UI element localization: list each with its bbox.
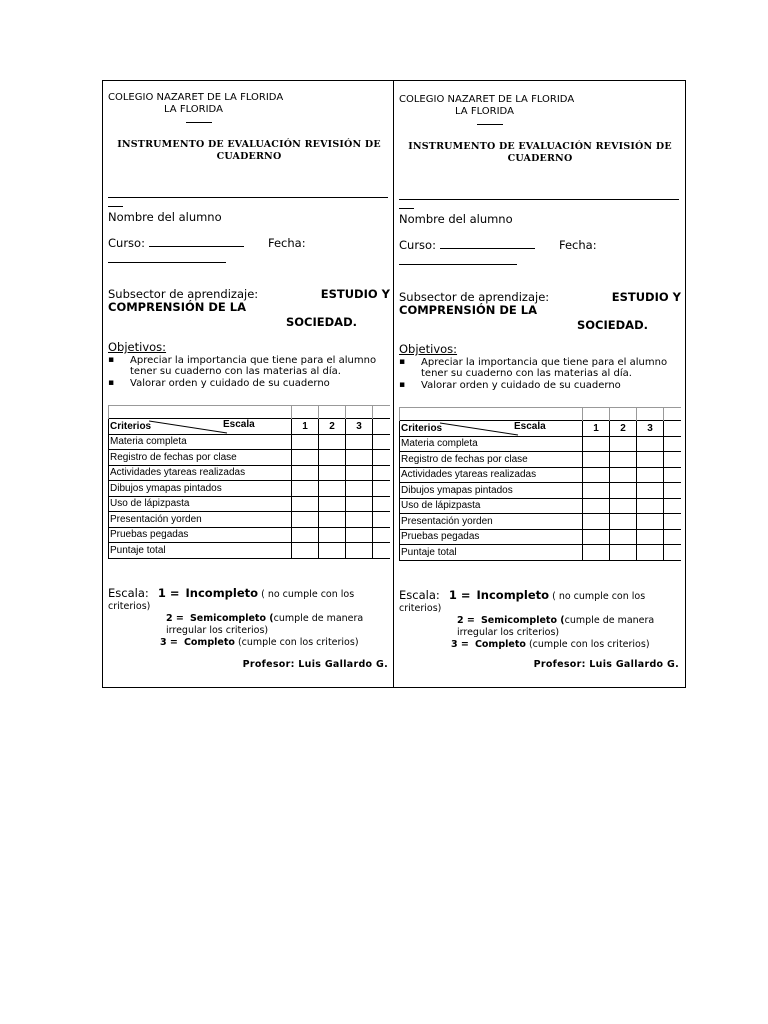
score-cell[interactable] (319, 450, 346, 466)
criterion-label: Materia completa (109, 434, 292, 450)
criterion-label: Dibujos ymapas pintados (109, 481, 292, 497)
score-cell[interactable] (319, 481, 346, 497)
score-cell[interactable] (637, 545, 664, 561)
criterion-label: Registro de fechas por clase (400, 452, 583, 468)
table-row (109, 512, 391, 528)
scale-col-header: 3 (346, 419, 373, 435)
evaluation-sheet (102, 80, 686, 688)
title-line-2: CUADERNO (507, 153, 573, 164)
score-cell[interactable] (319, 465, 346, 481)
score-cell[interactable] (583, 452, 610, 468)
objectives-title: Objetivos: (399, 342, 458, 356)
score-cell[interactable] (610, 545, 637, 561)
score-cell[interactable] (292, 543, 319, 559)
score-cell[interactable] (583, 467, 610, 483)
scale-legend-label: Escala: (399, 588, 440, 602)
name-fill-line-stub (399, 208, 414, 209)
table-row (400, 452, 682, 468)
curso-field (108, 236, 244, 250)
score-cell[interactable] (583, 483, 610, 499)
objectives-block (108, 342, 390, 389)
table-row (400, 545, 682, 561)
subsector-value-3: SOCIEDAD. (286, 315, 357, 329)
score-cell[interactable] (610, 529, 637, 545)
score-cell[interactable] (346, 434, 373, 450)
name-fill-line[interactable] (399, 199, 679, 200)
score-cell[interactable] (583, 436, 610, 452)
school-name: COLEGIO NAZARET DE LA FLORIDA (399, 94, 575, 105)
table-row (109, 543, 391, 559)
objective-item: ▪ Apreciar la importancia que tiene para el alumno tener su cuaderno con las materias al día. (108, 355, 390, 378)
table-row (109, 450, 391, 466)
escala-label: Escala (514, 421, 546, 432)
criterion-label: Presentación yorden (109, 512, 292, 528)
score-cell[interactable] (346, 512, 373, 528)
criterios-label: Criterios (110, 420, 152, 432)
score-cell[interactable] (583, 498, 610, 514)
title-line-1: INSTRUMENTO DE EVALUACIÓN REVISIÓN DE (408, 141, 672, 152)
score-cell[interactable] (583, 545, 610, 561)
criterion-label: Uso de lápizpasta (400, 498, 583, 514)
scale-legend (108, 587, 390, 649)
curso-label: Curso: (399, 238, 436, 252)
table-row (109, 434, 391, 450)
criterion-label: Puntaje total (109, 543, 292, 559)
score-cell[interactable] (319, 512, 346, 528)
scale-3-name: Completo (474, 639, 526, 650)
scale-1-num: 1 = (157, 586, 180, 600)
table-row (400, 514, 682, 530)
fecha-blank[interactable] (108, 262, 226, 263)
scale-2-desc: cumple de manera irregular los criterios) (166, 613, 364, 636)
teacher-signature: Profesor: Luis Gallardo G. (533, 659, 679, 670)
document-title (407, 141, 673, 165)
score-cell[interactable] (637, 514, 664, 530)
criteria-table (399, 407, 681, 561)
score-cell[interactable] (610, 452, 637, 468)
fecha-label-text: Fecha: (559, 238, 597, 252)
score-cell[interactable] (637, 498, 664, 514)
scale-1-desc: ( no cumple con los criterios) (108, 589, 355, 612)
score-cell[interactable] (637, 436, 664, 452)
header-rule (186, 122, 212, 123)
subsector-value-1: ESTUDIO Y (320, 287, 390, 301)
score-cell[interactable] (637, 483, 664, 499)
score-cell[interactable] (319, 543, 346, 559)
fecha-blank[interactable] (399, 264, 517, 265)
criterion-label: Actividades ytareas realizadas (400, 467, 583, 483)
score-cell[interactable] (637, 529, 664, 545)
scale-col-header: 2 (319, 419, 346, 435)
subsector-value-1: ESTUDIO Y (611, 290, 681, 304)
fecha-label (268, 236, 306, 250)
score-cell[interactable] (346, 450, 373, 466)
school-header (108, 92, 283, 123)
criteria-header (109, 419, 292, 435)
escala-label: Escala (223, 419, 255, 430)
table-row (109, 481, 391, 497)
criterion-label: Presentación yorden (400, 514, 583, 530)
scale-col-header: 3 (637, 421, 664, 437)
school-city: LA FLORIDA (455, 106, 514, 117)
subsector-value-3: SOCIEDAD. (577, 318, 648, 332)
criterion-label: Registro de fechas por clase (109, 450, 292, 466)
document-title (116, 139, 382, 163)
objective-item: ▪ Valorar orden y cuidado de su cuaderno (108, 378, 390, 390)
score-cell[interactable] (292, 512, 319, 528)
scale-col-header: 1 (292, 419, 319, 435)
score-cell[interactable] (292, 465, 319, 481)
scale-1-desc: ( no cumple con los criterios) (399, 591, 646, 614)
score-cell[interactable] (346, 527, 373, 543)
score-cell[interactable] (610, 467, 637, 483)
card-divider (393, 81, 394, 687)
score-cell[interactable] (292, 527, 319, 543)
score-cell[interactable] (319, 496, 346, 512)
scale-3-num: 3 = (451, 639, 469, 650)
title-line-1: INSTRUMENTO DE EVALUACIÓN REVISIÓN DE (117, 139, 381, 150)
table-row (109, 527, 391, 543)
score-cell[interactable] (346, 465, 373, 481)
score-cell[interactable] (346, 543, 373, 559)
score-cell[interactable] (292, 450, 319, 466)
score-cell[interactable] (292, 496, 319, 512)
score-cell[interactable] (610, 436, 637, 452)
header-rule (477, 124, 503, 125)
table-row (109, 465, 391, 481)
scale-1-num: 1 = (448, 588, 471, 602)
objective-item: ▪ Valorar orden y cuidado de su cuaderno (399, 380, 681, 392)
table-row (400, 467, 682, 483)
scale-2-desc: cumple de manera irregular los criterios) (457, 615, 655, 638)
scale-col-header: 1 (583, 421, 610, 437)
subsector-block (108, 288, 390, 329)
curso-label: Curso: (108, 236, 145, 250)
criterion-label: Materia completa (400, 436, 583, 452)
score-cell[interactable] (319, 434, 346, 450)
curso-field (399, 238, 535, 252)
score-cell[interactable] (610, 498, 637, 514)
name-fill-line-stub (108, 206, 123, 207)
table-row (400, 498, 682, 514)
criterios-label: Criterios (401, 422, 443, 434)
score-cell[interactable] (346, 481, 373, 497)
score-cell[interactable] (637, 467, 664, 483)
fecha-label (559, 238, 597, 252)
scale-2-num: 2 = (457, 615, 475, 626)
score-cell[interactable] (637, 452, 664, 468)
score-cell[interactable] (292, 481, 319, 497)
objectives-title: Objetivos: (108, 340, 167, 354)
objective-item: ▪ Apreciar la importancia que tiene para el alumno tener su cuaderno con las materias al día. (399, 357, 681, 380)
scale-2-num: 2 = (166, 613, 184, 624)
evaluation-card-right (397, 81, 683, 687)
evaluation-card-left (106, 81, 392, 687)
scale-2-name: Semicompleto ( (189, 613, 274, 624)
criterion-label: Uso de lápizpasta (109, 496, 292, 512)
subsector-label: Subsector de aprendizaje: (108, 287, 259, 301)
table-row (400, 529, 682, 545)
table-row (400, 436, 682, 452)
subsector-value-2: COMPRENSIÓN DE LA (108, 300, 247, 314)
score-cell[interactable] (610, 514, 637, 530)
table-row (400, 483, 682, 499)
scale-3-desc: (cumple con los criterios) (528, 639, 650, 650)
school-header (399, 94, 574, 125)
score-cell[interactable] (583, 529, 610, 545)
curso-blank[interactable] (440, 238, 535, 249)
criterion-label: Dibujos ymapas pintados (400, 483, 583, 499)
school-name: COLEGIO NAZARET DE LA FLORIDA (108, 92, 284, 103)
student-name-label: Nombre del alumno (108, 210, 222, 224)
score-cell[interactable] (292, 434, 319, 450)
score-cell[interactable] (319, 527, 346, 543)
subsector-block (399, 291, 681, 332)
score-cell[interactable] (583, 514, 610, 530)
scale-3-name: Completo (183, 637, 235, 648)
scale-2-name: Semicompleto ( (480, 615, 565, 626)
scale-3-desc: (cumple con los criterios) (237, 637, 359, 648)
criteria-header (400, 421, 583, 437)
criterion-label: Puntaje total (400, 545, 583, 561)
subsector-label: Subsector de aprendizaje: (399, 290, 550, 304)
student-name-label: Nombre del alumno (399, 212, 513, 226)
scale-1-name: Incompleto (185, 586, 259, 600)
table-row (109, 496, 391, 512)
score-cell[interactable] (346, 496, 373, 512)
scale-3-num: 3 = (160, 637, 178, 648)
criteria-table (108, 405, 390, 559)
name-fill-line[interactable] (108, 197, 388, 198)
school-city: LA FLORIDA (164, 104, 223, 115)
teacher-signature: Profesor: Luis Gallardo G. (242, 659, 388, 670)
score-cell[interactable] (610, 483, 637, 499)
fecha-label-text: Fecha: (268, 236, 306, 250)
scale-col-header: 2 (610, 421, 637, 437)
curso-blank[interactable] (149, 236, 244, 247)
scale-1-name: Incompleto (476, 588, 550, 602)
criterion-label: Actividades ytareas realizadas (109, 465, 292, 481)
objectives-block (399, 344, 681, 391)
subsector-value-2: COMPRENSIÓN DE LA (399, 303, 538, 317)
criterion-label: Pruebas pegadas (400, 529, 583, 545)
scale-legend (399, 589, 681, 651)
title-line-2: CUADERNO (216, 151, 282, 162)
criterion-label: Pruebas pegadas (109, 527, 292, 543)
scale-legend-label: Escala: (108, 586, 149, 600)
